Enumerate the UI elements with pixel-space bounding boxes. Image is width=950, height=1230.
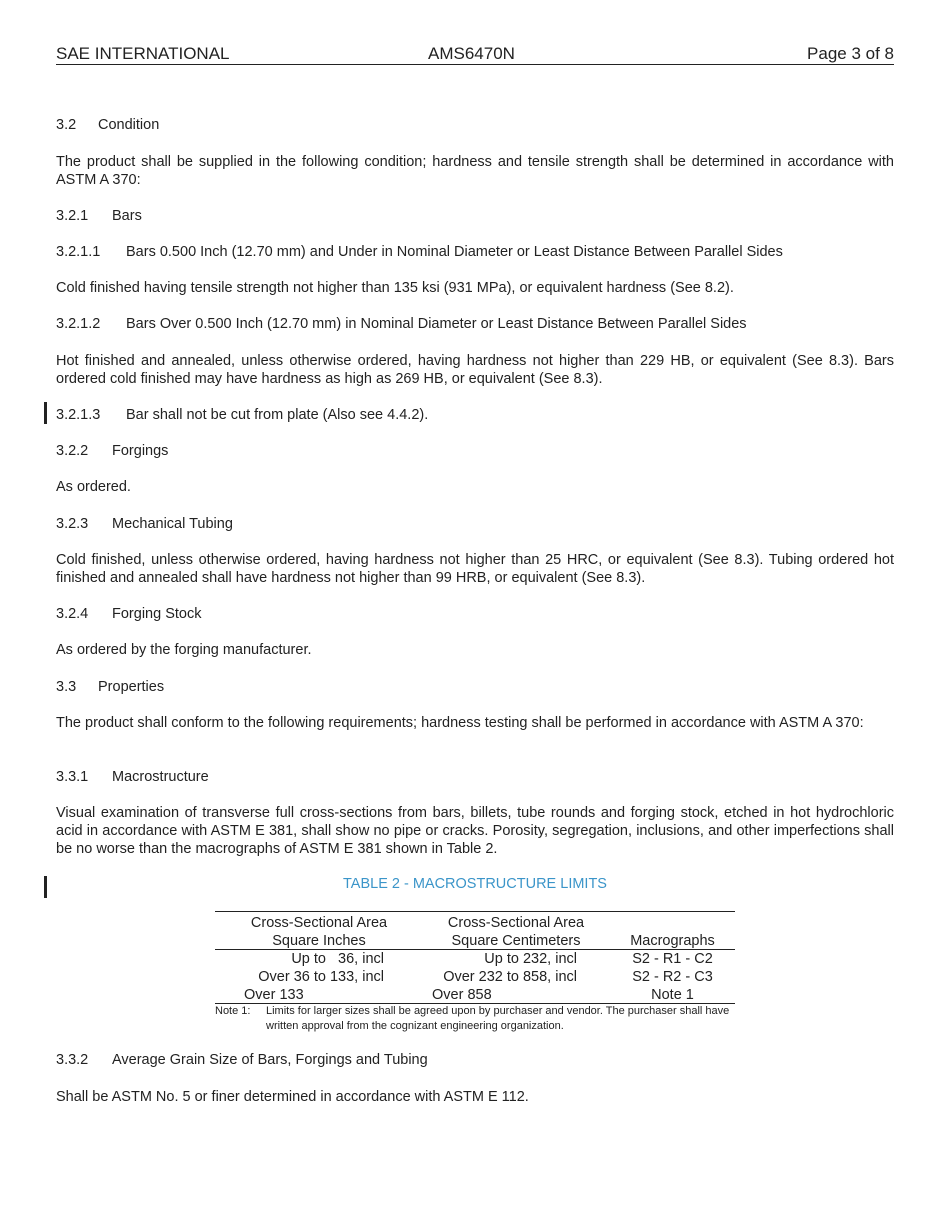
table-cell: Over 232 to 858, incl (443, 969, 577, 985)
section-3-2-4-heading: 3.2.4 Forging Stock (56, 606, 202, 622)
page-header (56, 44, 894, 65)
note-label: Note 1: (215, 1005, 251, 1017)
col-header-macrographs: Macrographs (630, 933, 715, 949)
header-org: SAE INTERNATIONAL (56, 44, 230, 63)
section-3-2-2-heading: 3.2.2 Forgings (56, 443, 169, 459)
section-3-2-1-2-heading: 3.2.1.2 Bars Over 0.500 Inch (12.70 mm) in Nominal Diameter or Least Distance Between Parallel Sides (56, 316, 747, 332)
table-cell: S2 - R2 - C3 (632, 969, 713, 985)
col-header-sq-cm-line1: Cross-Sectional Area (447, 915, 585, 931)
table-top-rule (215, 911, 735, 912)
section-3-2-1-heading: 3.2.1 Bars (56, 208, 142, 224)
section-3-2-heading: 3.2 Condition (56, 117, 160, 133)
table-cell: S2 - R1 - C2 (632, 951, 713, 967)
header-page-number: Page 3 of 8 (807, 44, 894, 63)
section-3-2-4-body: As ordered by the forging manufacturer. (56, 642, 312, 658)
section-3-2-3-heading: 3.2.3 Mechanical Tubing (56, 516, 233, 532)
section-3-2-1-3-heading: 3.2.1.3 Bar shall not be cut from plate (Also see 4.4.2). (56, 407, 429, 423)
section-3-2-1-1-body: Cold finished having tensile strength not higher than 135 ksi (931 MPa), or equivalent hardness (See 8.2). (56, 280, 734, 296)
table-cell: Up to 232, incl (484, 951, 577, 967)
table-cell: Note 1 (651, 987, 694, 1003)
table-2-caption: TABLE 2 - MACROSTRUCTURE LIMITS (343, 876, 607, 892)
section-3-3-1-heading: 3.3.1 Macrostructure (56, 769, 209, 785)
header-doc-id: AMS6470N (428, 44, 515, 63)
section-3-2-1-1-heading: 3.2.1.1 Bars 0.500 Inch (12.70 mm) and Under in Nominal Diameter or Least Distance Between Parallel Sides (56, 244, 783, 260)
section-3-2-3-body: Cold finished, unless otherwise ordered, having hardness not higher than 25 HRC, or equivalent (See 8.3). Tubing ordered hot finished and annealed shall have hardness not higher than 99 HRB, or equivalent (See 8.3). (56, 552, 894, 586)
section-3-3-2-body: Shall be ASTM No. 5 or finer determined in accordance with ASTM E 112. (56, 1089, 529, 1105)
section-3-3-body: The product shall conform to the following requirements; hardness testing shall be performed in accordance with ASTM A 370: (56, 715, 864, 731)
table-cell: Over 133 (244, 987, 304, 1003)
section-3-2-1-2-body: Hot finished and annealed, unless otherwise ordered, having hardness not higher than 229 HB, or equivalent (See 8.3). Bars ordered cold finished may have hardness as high as 269 HB, or equivalent (See 8.3). (56, 353, 894, 387)
col-header-sq-in-line2: Square Inches (272, 933, 366, 949)
section-3-3-2-heading: 3.3.2 Average Grain Size of Bars, Forgings and Tubing (56, 1052, 428, 1068)
table-cell: Over 858 (432, 987, 492, 1003)
col-header-sq-cm-line2: Square Centimeters (451, 933, 581, 949)
section-3-2-2-body: As ordered. (56, 479, 131, 495)
section-3-2-body: The product shall be supplied in the following condition; hardness and tensile strength shall be determined in accordance with ASTM A 370: (56, 154, 894, 188)
col-header-sq-in-line1: Cross-Sectional Area (250, 915, 388, 931)
table-cell: Up to 36, incl (291, 951, 384, 967)
note-text: Limits for larger sizes shall be agreed upon by purchaser and vendor. The purchaser shall have written approval from the cognizant engineering organization. (266, 1005, 730, 1032)
table-cell: Over 36 to 133, incl (258, 969, 384, 985)
section-3-3-1-body: Visual examination of transverse full cross-sections from bars, billets, tube rounds and forging stock, etched in hot hydrochloric acid in accordance with ASTM E 381, shall show no pipe or cracks. Porosity, segregation, inclusions, and other imperfections shall be no worse than the macrographs of ASTM E 381 shown in Table 2. (56, 805, 894, 857)
section-3-3-heading: 3.3 Properties (56, 679, 165, 695)
change-bar (44, 402, 47, 424)
change-bar (44, 876, 47, 898)
